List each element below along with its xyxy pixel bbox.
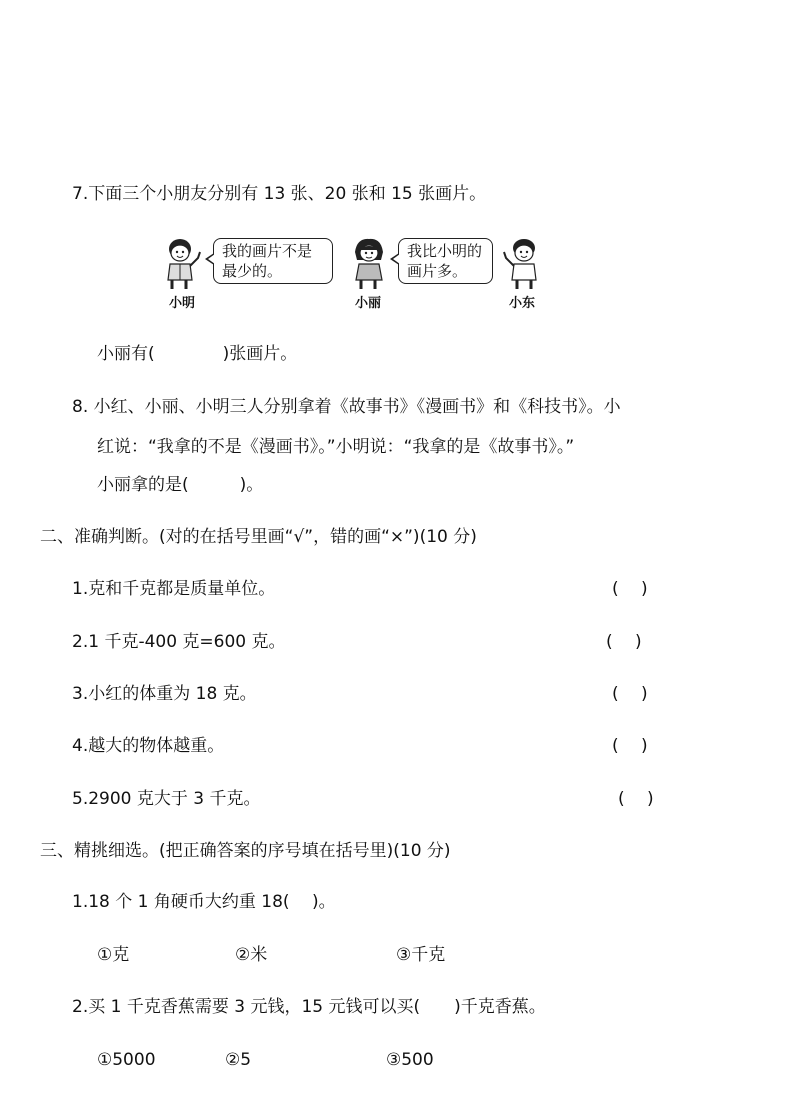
- q8-line3: 小丽拿的是( )。: [97, 475, 264, 495]
- q8-line1: 8. 小红、小丽、小明三人分别拿着《故事书》《漫画书》和《科技书》。小: [72, 397, 621, 417]
- bubble-xiaoming-line1: 我的画片不是: [222, 242, 313, 260]
- judge-item-5: 5.2900 克大于 3 千克。: [72, 789, 261, 809]
- judge-answer-bracket-2[interactable]: ( ): [606, 632, 642, 652]
- name-xiaoming: 小明: [168, 296, 195, 311]
- judge-answer-bracket-5[interactable]: ( ): [618, 789, 654, 809]
- q7-answer: 小丽有( )张画片。: [97, 344, 298, 364]
- choice-question-2: 2.买 1 千克香蕉需要 3 元钱，15 元钱可以买( )千克香蕉。: [72, 997, 546, 1017]
- judge-item-3: 3.小红的体重为 18 克。: [72, 684, 257, 704]
- judge-item-1: 1.克和千克都是质量单位。: [72, 579, 276, 599]
- bubble-xiaoli-line2: 画片多。: [407, 262, 468, 280]
- name-xiaoli: 小丽: [354, 296, 381, 311]
- choice-2-option-b[interactable]: ②5: [225, 1050, 252, 1070]
- name-xiaodong: 小东: [508, 296, 535, 311]
- judge-answer-bracket-3[interactable]: ( ): [612, 684, 648, 704]
- q7-title: 7.下面三个小朋友分别有 13 张、20 张和 15 张画片。: [72, 184, 487, 204]
- bubble-xiaoli-line1: 我比小明的: [407, 242, 483, 260]
- judge-item-2: 2.1 千克-400 克=600 克。: [72, 632, 286, 652]
- judge-answer-bracket-1[interactable]: ( ): [612, 579, 648, 599]
- choice-1-option-a[interactable]: ①克: [97, 945, 130, 965]
- speech-bubble-xiaoming: [213, 238, 333, 284]
- choice-1-option-c[interactable]: ③千克: [396, 945, 446, 965]
- girl-xiaoli-icon: [345, 236, 393, 290]
- boy-xiaodong-icon: [498, 236, 546, 290]
- q8-line2: 红说：“我拿的不是《漫画书》。”小明说：“我拿的是《故事书》。”: [97, 437, 575, 457]
- section2-heading: 二、准确判断。(对的在括号里画“√”，错的画“×”)(10 分): [40, 527, 477, 547]
- speech-bubble-xiaoli: [398, 238, 493, 284]
- choice-1-option-b[interactable]: ②米: [235, 945, 268, 965]
- boy-xiaoming-icon: [160, 236, 208, 290]
- choice-question-1: 1.18 个 1 角硬币大约重 18( )。: [72, 892, 336, 912]
- judge-item-4: 4.越大的物体越重。: [72, 736, 225, 756]
- judge-answer-bracket-4[interactable]: ( ): [612, 736, 648, 756]
- choice-2-option-a[interactable]: ①5000: [97, 1050, 156, 1070]
- section3-heading: 三、精挑细选。(把正确答案的序号填在括号里)(10 分): [40, 841, 451, 861]
- bubble-xiaoming-line2: 最少的。: [222, 262, 283, 280]
- choice-2-option-c[interactable]: ③500: [386, 1050, 434, 1070]
